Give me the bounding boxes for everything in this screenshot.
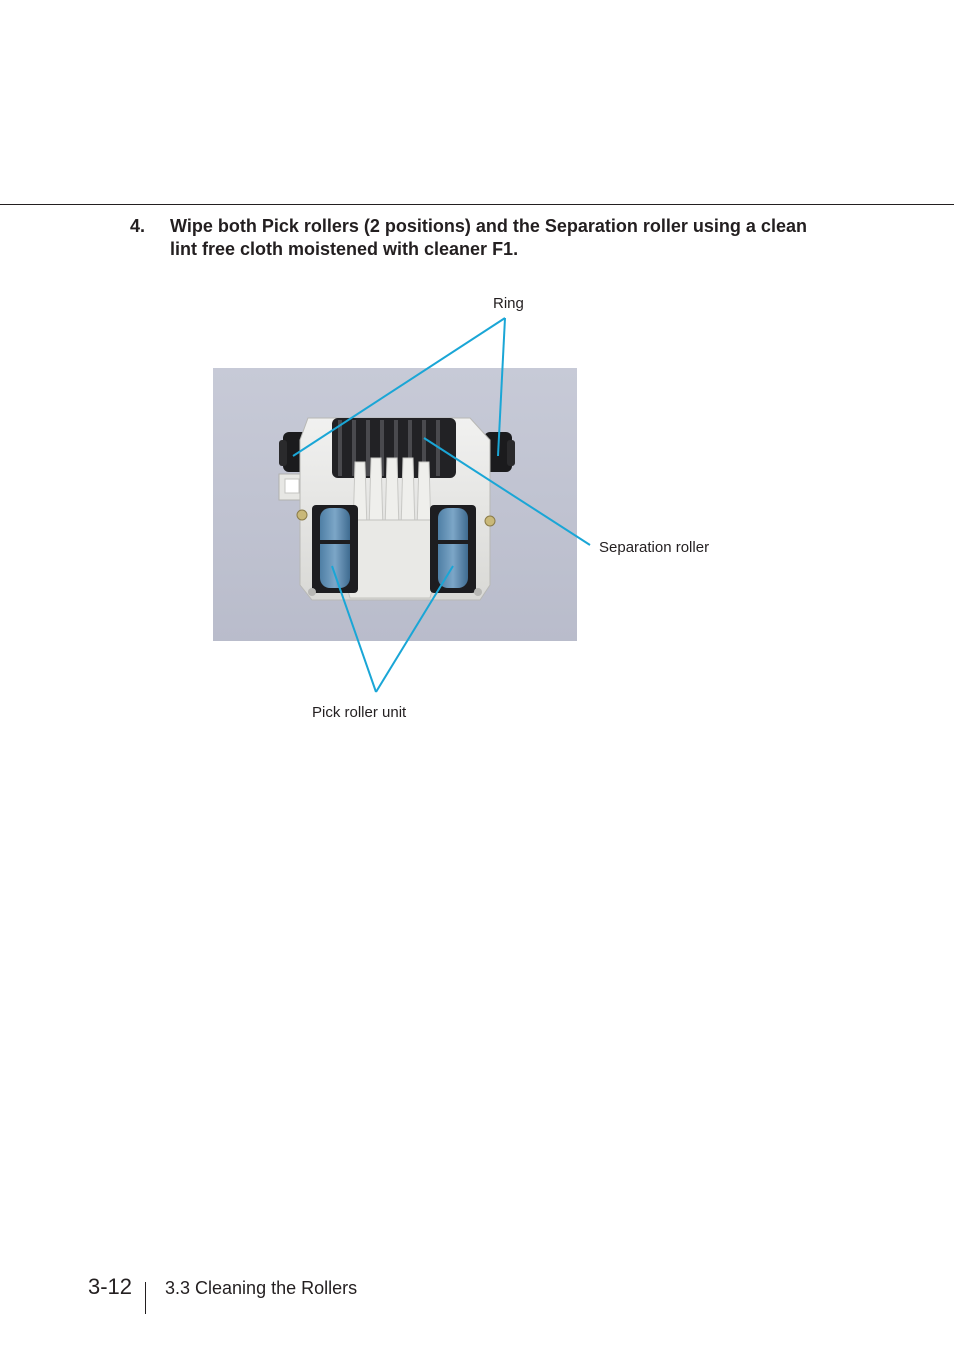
roller-photo (213, 368, 577, 641)
step-number: 4. (130, 216, 146, 236)
section-title: 3.3 Cleaning the Rollers (165, 1278, 358, 1298)
footer-divider (145, 1282, 146, 1314)
callout-separation-roller-label: Separation roller (599, 539, 710, 556)
page-number: 3-12 (88, 1274, 133, 1299)
step-text: Wipe both Pick rollers (2 positions) and the Separation roller using a clean lint free cloth moistened with cleaner F1. (170, 216, 807, 259)
callout-ring-label: Ring (493, 295, 524, 312)
callout-pick-roller-unit-label: Pick roller unit (312, 704, 407, 721)
